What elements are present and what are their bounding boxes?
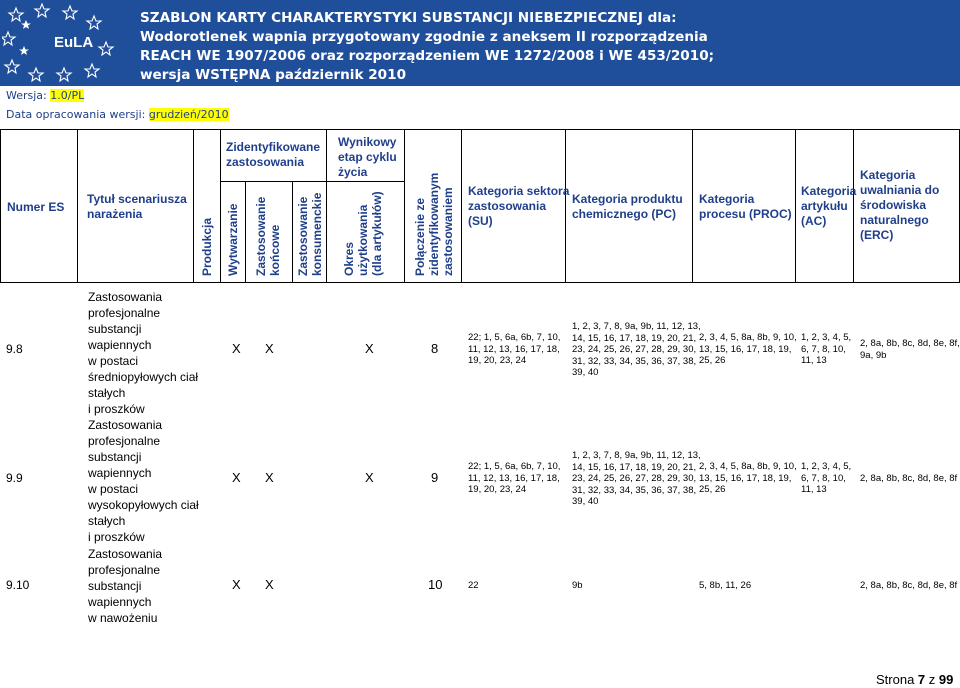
su-values <box>468 461 560 496</box>
title-line: REACH WE 1907/2006 oraz rozporządzeniem WE 1272/2008 i WE 453/2010; <box>140 48 715 64</box>
col-rule <box>77 129 78 283</box>
header-line: Kategoria <box>801 184 857 198</box>
current-page: 7 <box>917 672 926 687</box>
header-line: użytkowania <box>356 204 370 276</box>
row-title-line: i proszków <box>88 402 145 416</box>
header-wytwarzanie <box>226 204 240 276</box>
title-line: wersja WSTĘPNA październik 2010 <box>140 67 407 83</box>
pc-values <box>572 321 701 379</box>
header-su <box>468 184 569 229</box>
su-line: 19, 20, 23, 24 <box>468 484 527 495</box>
pc-line: 14, 15, 16, 17, 18, 19, 20, 21, <box>572 461 697 473</box>
pc-line: 1, 2, 3, 7, 8, 9a, 9b, 11, 12, 13, <box>572 450 701 461</box>
col-rule <box>461 129 462 283</box>
ac-values <box>801 461 851 496</box>
su-line: 11, 12, 13, 16, 17, 18, <box>468 343 560 355</box>
version-info <box>6 89 84 102</box>
col-rule <box>245 182 246 283</box>
header-line: końcowe <box>268 224 282 276</box>
header-divider <box>0 282 960 283</box>
pc-line: 31, 32, 33, 34, 35, 36, 37, 38, <box>572 355 697 367</box>
subheader-divider-lifecycle <box>326 181 404 182</box>
mark-koncowe: X <box>265 470 274 485</box>
version-value: 1.0/PL <box>50 89 85 102</box>
col-rule <box>692 129 693 283</box>
header-line: konsumenckie <box>310 192 324 276</box>
header-line: życia <box>338 165 368 179</box>
proc-line: 13, 15, 16, 17, 18, 19, <box>699 343 792 355</box>
su-line: 19, 20, 23, 24 <box>468 355 527 366</box>
proc-line: 13, 15, 16, 17, 18, 19, <box>699 472 792 484</box>
header-scenario-title <box>87 192 187 222</box>
proc-line: 2, 3, 4, 5, 8a, 8b, 9, 10, <box>699 461 797 472</box>
header-line: (ERC) <box>860 228 894 242</box>
page-sep: z <box>925 672 939 687</box>
pc-line: 1, 2, 3, 7, 8, 9a, 9b, 11, 12, 13, <box>572 321 701 332</box>
row-title-line: profesjonalne <box>88 306 161 320</box>
erc-line: 2, 8a, 8b, 8c, 8d, 8e, 8f, <box>860 338 960 349</box>
header-line: uwalniania do <box>860 183 940 197</box>
document-title <box>140 9 955 85</box>
pc-line: 9b <box>572 580 583 591</box>
row-title-line: wapiennych <box>88 338 152 352</box>
header-proc <box>699 192 792 222</box>
mark-wytwarzanie: X <box>232 470 241 485</box>
su-line: 22; 1, 5, 6a, 6b, 7, 10, <box>468 332 561 343</box>
col-rule <box>795 129 796 283</box>
su-values <box>468 332 560 367</box>
row-number: 9.9 <box>6 471 23 485</box>
header-zastosowanie-koncowe <box>254 197 282 276</box>
proc-values <box>699 332 797 367</box>
header-line: Wynikowy <box>338 135 397 149</box>
pc-line: 31, 32, 33, 34, 35, 36, 37, 38, <box>572 484 697 496</box>
header-okres-uzytkowania <box>342 191 384 276</box>
date-label: Data opracowania wersji: <box>6 108 149 121</box>
link-number: 9 <box>431 470 439 485</box>
pc-line: 14, 15, 16, 17, 18, 19, 20, 21, <box>572 332 697 344</box>
header-polaczenie <box>413 173 455 276</box>
row-title-line: i proszków <box>88 530 145 544</box>
header-line: zastosowaniem <box>441 187 455 276</box>
erc-line: 9a, 9b <box>860 349 887 361</box>
col-rule <box>193 129 194 283</box>
header-ac <box>801 184 856 229</box>
ac-values <box>801 332 851 367</box>
row-number: 9.8 <box>6 342 23 356</box>
header-erc <box>860 168 939 243</box>
total-pages: 99 <box>938 672 954 687</box>
header-line: zastosowania <box>226 155 305 169</box>
ac-line: 11, 13 <box>801 355 827 366</box>
col-rule <box>326 129 327 283</box>
header-line: artykułu <box>801 199 848 213</box>
header-line: (AC) <box>801 214 827 228</box>
pc-values <box>572 450 701 508</box>
document-header <box>0 0 960 128</box>
row-title-line: średniopyłowych ciał <box>88 370 199 384</box>
header-line: Kategoria sektora <box>468 184 570 198</box>
ac-line: 11, 13 <box>801 484 827 495</box>
date-info <box>6 108 229 121</box>
pc-line: 23, 24, 25, 26, 27, 28, 29, 30, <box>572 344 697 355</box>
proc-values <box>699 461 797 496</box>
date-value: grudzień/2010 <box>148 108 229 121</box>
pc-line: 39, 40 <box>572 496 599 507</box>
col-rule <box>292 182 293 283</box>
proc-line: 2, 3, 4, 5, 8a, 8b, 9, 10, <box>699 332 797 343</box>
header-line: narażenia <box>87 207 143 221</box>
header-line: Okres <box>342 241 356 276</box>
page-prefix: Strona <box>876 672 918 687</box>
link-number: 10 <box>428 577 443 592</box>
header-line: Zastosowanie <box>296 196 310 276</box>
row-title-line: substancji <box>88 322 142 336</box>
header-line: etap cyklu <box>338 150 397 164</box>
su-line: 22 <box>468 580 479 591</box>
header-numer-es: Numer ES <box>7 200 65 214</box>
mark-wytwarzanie: X <box>232 341 241 356</box>
header-line: Kategoria produktu <box>572 192 683 206</box>
link-number: 8 <box>431 341 439 356</box>
mark-wytwarzanie: X <box>232 577 241 592</box>
pc-line: 39, 40 <box>572 367 599 378</box>
col-rule <box>0 129 1 283</box>
row-title-line: Zastosowania <box>88 547 163 561</box>
su-line: 22; 1, 5, 6a, 6b, 7, 10, <box>468 461 561 472</box>
mark-okres: X <box>365 341 374 356</box>
row-title-line: profesjonalne <box>88 434 161 448</box>
header-line: chemicznego (PC) <box>572 207 677 221</box>
ac-line: 6, 7, 8, 10, <box>801 472 846 484</box>
row-title-line: w postaci <box>88 482 139 496</box>
row-title-line: w postaci <box>88 354 139 368</box>
erc-line: 2, 8a, 8b, 8c, 8d, 8e, 8f <box>860 580 958 591</box>
erc-values <box>860 338 960 361</box>
row-title-line: stałych <box>88 386 126 400</box>
title-line: SZABLON KARTY CHARAKTERYSTYKI SUBSTANCJI NIEBEZPIECZNEJ dla: <box>140 10 677 26</box>
row-title-line: w nawożeniu <box>88 611 158 625</box>
mark-koncowe: X <box>265 577 274 592</box>
row-title-line: wapiennych <box>88 466 152 480</box>
header-produkcja <box>200 218 214 276</box>
row-title-line: wysokopyłowych ciał <box>88 498 199 512</box>
row-title <box>88 417 199 545</box>
proc-line: 25, 26 <box>699 484 726 495</box>
row-title-line: substancji <box>88 450 142 464</box>
header-line: Zastosowanie <box>254 196 268 276</box>
header-line: Połączenie ze <box>413 197 427 276</box>
pc-values <box>572 580 583 592</box>
row-title-line: stałych <box>88 514 126 528</box>
header-lifecycle-stage <box>338 135 397 180</box>
su-line: 11, 12, 13, 16, 17, 18, <box>468 472 560 484</box>
erc-values <box>860 473 957 485</box>
col-rule <box>220 129 221 283</box>
row-title-line: wapiennych <box>88 595 152 609</box>
su-values <box>468 580 479 592</box>
header-line: (SU) <box>468 214 493 228</box>
version-label: Wersja: <box>6 89 51 102</box>
header-pc <box>572 192 683 222</box>
ac-line: 1, 2, 3, 4, 5, <box>801 332 852 343</box>
row-title-line: substancji <box>88 579 142 593</box>
header-line: Produkcja <box>200 217 214 276</box>
header-line: zastosowania <box>468 199 547 213</box>
erc-line: 2, 8a, 8b, 8c, 8d, 8e, 8f <box>860 473 958 484</box>
title-line: Wodorotlenek wapnia przygotowany zgodnie z aneksem II rozporządzenia <box>140 29 708 45</box>
header-line: zidentyfikowanym <box>427 172 441 276</box>
row-title <box>88 546 162 626</box>
mark-okres: X <box>365 470 374 485</box>
row-title-line: Zastosowania <box>88 290 163 304</box>
header-line: naturalnego <box>860 213 929 227</box>
pc-line: 23, 24, 25, 26, 27, 28, 29, 30, <box>572 473 697 484</box>
row-title-line: Zastosowania <box>88 418 163 432</box>
ac-line: 1, 2, 3, 4, 5, <box>801 461 852 472</box>
ac-line: 6, 7, 8, 10, <box>801 343 846 355</box>
header-line: Kategoria <box>699 192 755 206</box>
subheader-divider-identified <box>220 181 326 182</box>
header-zastosowanie-konsumenckie <box>296 193 324 276</box>
table-top-border <box>0 129 960 130</box>
header-line: Zidentyfikowane <box>226 140 321 154</box>
header-line: Tytuł scenariusza <box>87 192 187 206</box>
proc-line: 25, 26 <box>699 355 726 366</box>
header-line: procesu (PROC) <box>699 207 792 221</box>
header-line: Wytwarzanie <box>226 203 240 276</box>
header-line: (dla artykułów) <box>370 191 384 276</box>
mark-koncowe: X <box>265 341 274 356</box>
proc-line: 5, 8b, 11, 26 <box>699 580 752 591</box>
proc-values <box>699 580 751 592</box>
logo-text: EuLA <box>54 34 94 51</box>
header-line: Kategoria <box>860 168 916 182</box>
row-title-line: profesjonalne <box>88 563 161 577</box>
col-rule <box>404 129 405 283</box>
row-title <box>88 289 198 417</box>
header-line: środowiska <box>860 198 927 212</box>
header-identified-uses <box>226 140 320 170</box>
page-number <box>876 672 953 687</box>
exposure-scenarios-table <box>0 129 960 645</box>
row-number: 9.10 <box>6 578 30 592</box>
erc-values <box>860 580 957 592</box>
